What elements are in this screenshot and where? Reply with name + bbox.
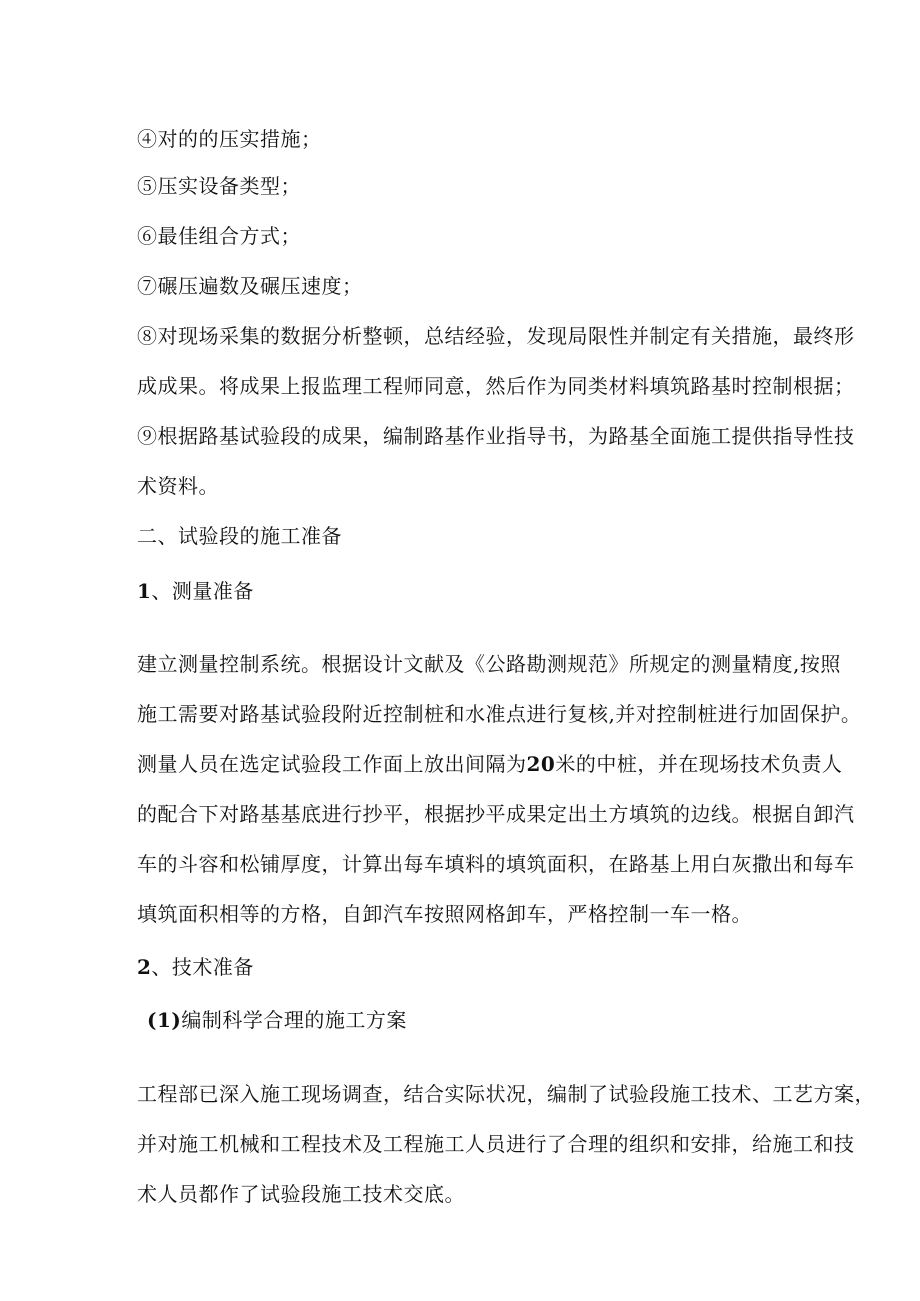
subsection-number: 1: [137, 579, 152, 603]
section-heading: 二、试验段的施工准备: [137, 524, 342, 548]
paragraph-line: 填筑面积相等的方格，自卸汽车按照网格卸车，严格控制一车一格。: [137, 902, 752, 926]
list-item: ④对的的压实措施；: [137, 127, 322, 151]
paragraph-line: 的配合下对路基基底进行抄平，根据抄平成果定出土方填筑的边线。根据自卸汽: [137, 802, 855, 826]
sub-subsection-title: 编制科学合理的施工方案: [181, 1008, 407, 1032]
list-item: ⑦碾压遍数及碾压速度；: [137, 274, 363, 298]
paragraph-line: [137, 750, 842, 778]
paragraph-line: 车的斗容和松铺厚度，计算出每车填料的填筑面积，在路基上用白灰撒出和每车: [137, 852, 855, 876]
paragraph-text: 米的中桩，并在现场技术负责人: [555, 752, 843, 776]
paragraph-line: 建立测量控制系统。根据设计文献及《公路勘测规范》所规定的测量精度,按照: [137, 652, 841, 676]
subsection-title: 、测量准备: [151, 579, 254, 603]
list-item: ⑤压实设备类型；: [137, 174, 301, 198]
sub-subsection-heading: [147, 1006, 407, 1034]
paragraph-text: 测量人员在选定试验段工作面上放出间隔为: [137, 752, 527, 776]
paragraph-line: 施工需要对路基试验段附近控制桩和水准点进行复核,并对控制桩进行加固保护。: [137, 702, 862, 726]
subsection-heading-survey: [137, 577, 254, 605]
list-item: 术资料。: [137, 474, 219, 498]
sub-subsection-number: (1): [147, 1008, 182, 1032]
paragraph-line: 术人员都作了试验段施工技术交底。: [137, 1182, 465, 1206]
subsection-title: 、技术准备: [151, 955, 254, 979]
interval-number: 20: [526, 752, 556, 776]
paragraph-line: 并对施工机械和工程技术及工程施工人员进行了合理的组织和安排，给施工和技: [137, 1132, 855, 1156]
paragraph-line: 工程部已深入施工现场调查，结合实际状况，编制了试验段施工技术、工艺方案，: [137, 1082, 875, 1106]
list-item: ⑥最佳组合方式；: [137, 224, 301, 248]
subsection-number: 2: [137, 955, 152, 979]
list-item: 成成果。将成果上报监理工程师同意，然后作为同类材料填筑路基时控制根据；: [137, 374, 855, 398]
list-item: ⑨根据路基试验段的成果，编制路基作业指导书，为路基全面施工提供指导性技: [137, 424, 855, 448]
subsection-heading-tech: [137, 953, 254, 981]
list-item: ⑧对现场采集的数据分析整顿，总结经验，发现局限性并制定有关措施，最终形: [137, 324, 855, 348]
